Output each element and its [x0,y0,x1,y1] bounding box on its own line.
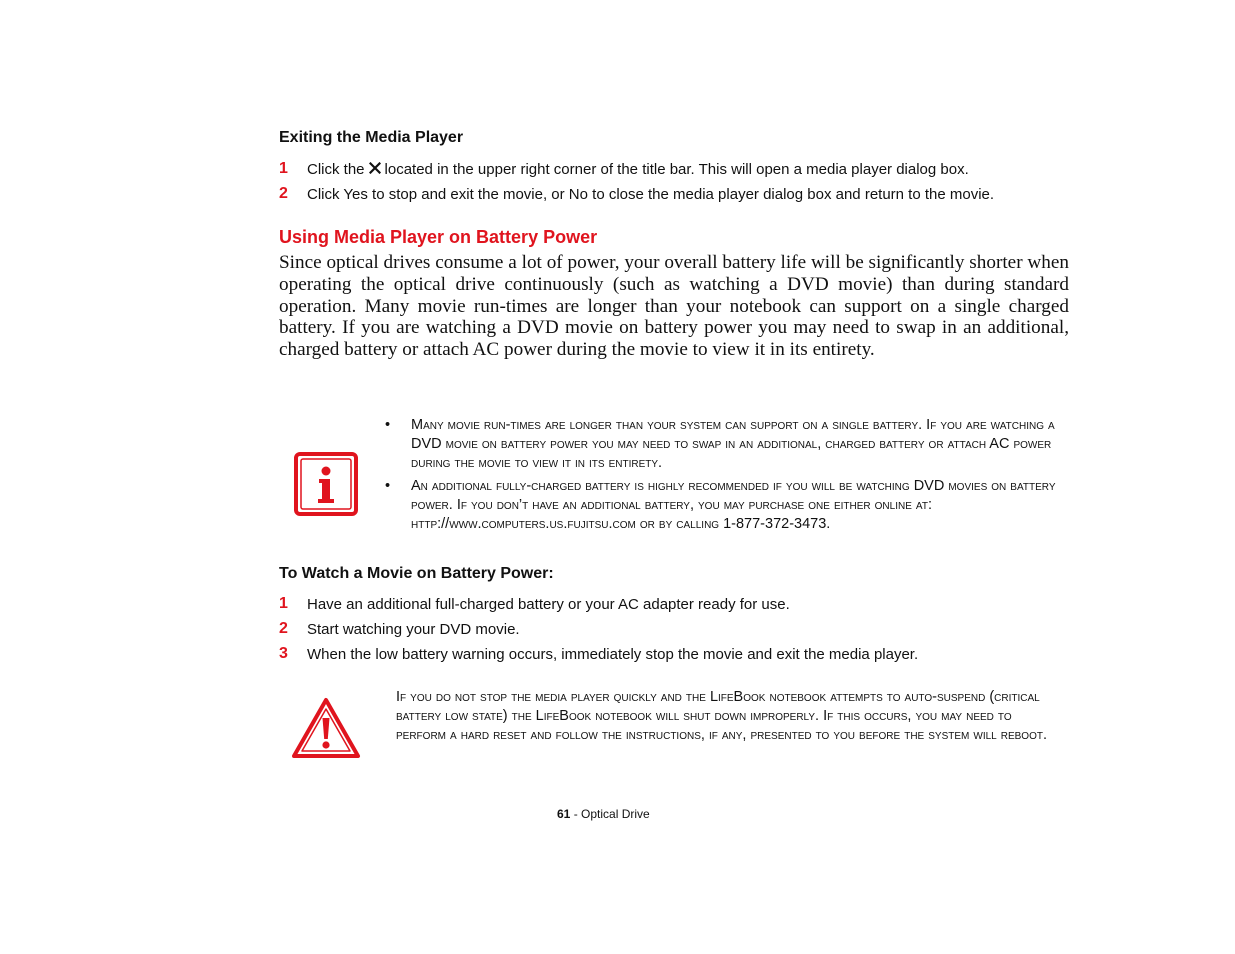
battery-heading: Using Media Player on Battery Power [279,227,598,247]
watch-step-3 [279,645,918,663]
bullet: • [385,417,391,433]
info-note-item-2 [385,477,1065,534]
caution-icon [291,697,361,759]
step-number: 2 [279,185,288,202]
bullet: • [385,478,391,494]
page-number: 61 [557,807,571,821]
watch-step-1 [279,595,790,613]
step-number: 1 [279,595,288,612]
exiting-heading: Exiting the Media Player [279,129,464,146]
step-number: 1 [279,160,288,177]
step-number: 3 [279,645,288,662]
info-note-text-1: Many movie run-times are longer than your system can support on a single battery. If you are watching a DVD movie on battery power you may need to swap in an additional, charged battery or attach AC power during the movie to view it in its entirety. [411,417,1055,471]
battery-paragraph: Since optical drives consume a lot of power, your overall battery life will be significantly shorter when operating the optical drive continuously (such as watching a DVD movie) than during standard operation. Many movie run-times are longer than your notebook can support on a single charged battery. If you are watching a DVD movie on battery power you may need to swap in an additional, charged battery or attach AC power during the movie to view it in its entirety. [279,252,1069,361]
info-note [385,416,1065,538]
watch-heading: To Watch a Movie on Battery Power: [279,565,554,582]
info-icon [294,452,358,516]
caution-note: If you do not stop the media player quickly and the LifeBook notebook attempts to auto-suspend (critical battery low state) the LifeBook notebook will shut down improperly. If this occurs, you may need to perform a hard reset and follow the instructions, if any, presented to you before the system will reboot. [396,689,1048,743]
step-text: Have an additional full-charged battery or your AC adapter ready for use. [307,595,790,613]
support-phone-number: 1-877-372-3473 [723,516,827,532]
exiting-step-2 [279,185,994,203]
info-note-text-2: An additional fully-charged battery is highly recommended if you will be watching DVD movies on battery power. If you don’t have an additional battery, you may purchase one either online at: http://www.computers.us.fujitsu.com or by calling [411,478,1056,532]
watch-step-2 [279,620,520,638]
footer-section: Optical Drive [581,807,650,821]
exiting-step-1 [279,160,969,178]
info-note-item-1 [385,416,1065,473]
close-x-icon [369,161,381,178]
step-text: Start watching your DVD movie. [307,620,520,638]
step-text-after: located in the upper right corner of the title bar. This will open a media player dialog box. [384,160,969,178]
footer-separator: - [570,807,582,821]
period: . [826,516,831,532]
step-number: 2 [279,620,288,637]
step-text-before: Click the [307,160,365,178]
step-text: Click Yes to stop and exit the movie, or No to close the media player dialog box and return to the movie. [307,185,995,203]
step-text: When the low battery warning occurs, immediately stop the movie and exit the media player. [307,645,919,663]
